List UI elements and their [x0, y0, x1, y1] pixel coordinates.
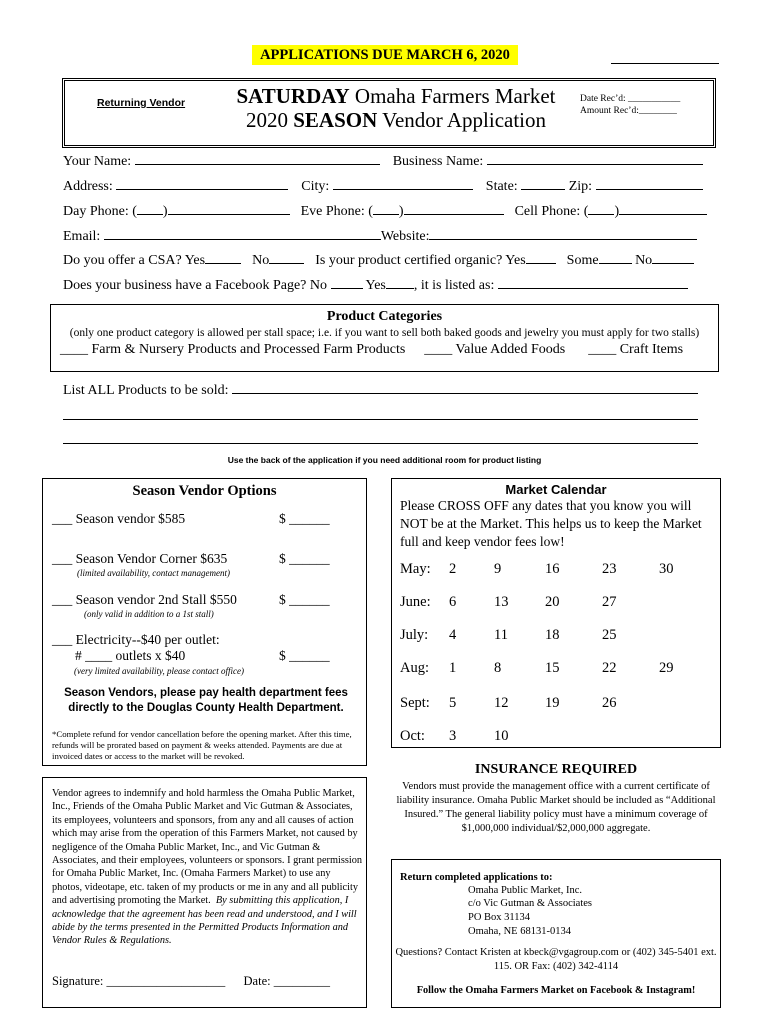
zip-label: Zip:: [568, 179, 593, 194]
category-farm-nursery[interactable]: ____ Farm & Nursery Products and Processed Farm Products: [60, 342, 406, 357]
agreement-acknowledgement: By submitting this application, I acknowledge that the agreement has been read and understood, and I will abide by the terms presented in the Permitted Products Information and Vendor Rules & Regulations.: [52, 895, 357, 947]
calendar-date[interactable]: 12: [494, 695, 509, 711]
health-department-note: Season Vendors, please pay health department fees directly to the Douglas County Health Department.: [64, 687, 348, 714]
zip-field[interactable]: [596, 176, 703, 190]
cell-phone-paren: ): [614, 204, 620, 219]
calendar-date[interactable]: 4: [449, 627, 457, 643]
contact-info: Questions? Contact Kristen at kbeck@vgagroup.com or (402) 345-5401 ext. 115. OR Fax: (402) 342-4114: [395, 947, 717, 972]
calendar-date[interactable]: 16: [545, 561, 560, 577]
calendar-date[interactable]: 19: [545, 695, 560, 711]
due-date-banner: APPLICATIONS DUE MARCH 6, 2020: [252, 45, 518, 65]
calendar-date[interactable]: 9: [494, 561, 502, 577]
facebook-no-field[interactable]: [331, 275, 363, 289]
product-categories-note: (only one product category is allowed per stall space; i.e. if you want to sell both baked goods and jewelry you must apply for two stalls): [69, 327, 700, 339]
electricity-note: (very limited availability, please contact office): [74, 666, 244, 676]
cell-phone-label: Cell Phone: (: [514, 204, 589, 219]
page-title-line2: [196, 108, 596, 133]
return-address-line1: Omaha Public Market, Inc.: [468, 885, 583, 896]
day-phone-area-field[interactable]: [137, 201, 163, 215]
page-title-line1: [196, 84, 596, 109]
returning-vendor-label: Returning Vendor: [97, 97, 186, 109]
option-season-vendor[interactable]: ___ Season vendor $585: [52, 511, 186, 526]
eve-phone-area-field[interactable]: [373, 201, 399, 215]
date-received-field[interactable]: Date Rec’d: ___________: [580, 94, 681, 104]
facebook-yes-label: Yes: [365, 278, 386, 293]
day-phone-label: Day Phone: (: [63, 204, 137, 219]
name-row: [63, 151, 703, 170]
eve-phone-label: Eve Phone: (: [300, 204, 373, 219]
corner-note: (limited availability, contact management): [77, 568, 230, 578]
facebook-question: Does your business have a Facebook Page? No: [63, 278, 327, 293]
facebook-yes-field[interactable]: [386, 275, 414, 289]
calendar-month-2: July:: [400, 627, 429, 643]
day-phone-field[interactable]: [168, 201, 290, 215]
email-row: [63, 226, 697, 245]
facebook-listed-label: , it is listed as:: [413, 278, 495, 293]
signature-date-field[interactable]: Date: _________: [243, 974, 330, 988]
business-name-label: Business Name:: [392, 154, 484, 169]
refund-note: *Complete refund for vendor cancellation before the opening market. After this time, refunds will be prorated based on payment & weeks attended. Payments are due at invoiced dates or access to the market will be revoked.: [52, 729, 352, 761]
address-field[interactable]: [116, 176, 288, 190]
calendar-date[interactable]: 27: [602, 594, 617, 610]
market-calendar-title: Market Calendar: [505, 482, 607, 497]
csa-question: Do you offer a CSA? Yes: [63, 253, 206, 268]
products-field[interactable]: [232, 380, 698, 394]
csa-no-field[interactable]: [269, 250, 304, 264]
signature-row: [52, 974, 330, 989]
calendar-date[interactable]: 29: [659, 660, 674, 676]
csa-no-label: No: [252, 253, 270, 268]
calendar-month-4: Sept:: [400, 695, 430, 711]
return-address-line3: PO Box 31134: [468, 912, 531, 923]
cell-phone-field[interactable]: [619, 201, 707, 215]
organic-question: Is your product certified organic? Yes: [315, 253, 526, 268]
address-row: [63, 176, 703, 195]
address-label: Address:: [63, 179, 113, 194]
state-label: State:: [485, 179, 518, 194]
calendar-date[interactable]: 13: [494, 594, 509, 610]
csa-row: [63, 250, 694, 269]
day-phone-paren: ): [162, 204, 168, 219]
calendar-date[interactable]: 5: [449, 695, 457, 711]
calendar-date[interactable]: 2: [449, 561, 457, 577]
facebook-row: [63, 275, 688, 294]
phone-row: [63, 201, 707, 220]
agreement-body: Vendor agrees to indemnify and hold harmless the Omaha Public Market, Inc., Friends of the Omaha Public Market and Vic Gutman & Associates, its employees, volunteers and sponsors, from any and all causes of action which may arise from the operation of this Farmers Market, not caused by negligence of the Omaha Public Market, Inc., and Vic Gutman & Associates, and their employees, volunteers or sponsors. I grant permission for Omaha Public Market, Inc. (Omaha Farmers Market) to use any photos, videotape, etc. taken of my products or me in any and all publicity and advertising promoting the Market.: [52, 788, 362, 907]
calendar-date[interactable]: 15: [545, 660, 560, 676]
product-categories-title: Product Categories: [326, 309, 443, 324]
calendar-date[interactable]: 1: [449, 660, 457, 676]
price-electricity[interactable]: $ ______: [279, 648, 330, 663]
title-application: Vendor Application: [377, 108, 547, 132]
calendar-date[interactable]: 8: [494, 660, 502, 676]
website-field[interactable]: [429, 226, 697, 240]
amount-received-field[interactable]: Amount Rec’d:________: [580, 106, 677, 116]
calendar-month-1: June:: [400, 594, 431, 610]
calendar-date[interactable]: 10: [494, 728, 509, 744]
title-year: 2020: [245, 108, 294, 132]
products-row: [63, 380, 698, 399]
city-field[interactable]: [333, 176, 473, 190]
your-name-label: Your Name:: [63, 154, 132, 169]
top-right-blank-line[interactable]: [611, 63, 719, 64]
organic-no-field[interactable]: [652, 250, 694, 264]
social-follow-note: Follow the Omaha Farmers Market on Facebook & Instagram!: [416, 985, 696, 996]
calendar-month-3: Aug:: [400, 660, 429, 676]
calendar-date[interactable]: 22: [602, 660, 617, 676]
calendar-date[interactable]: 20: [545, 594, 560, 610]
category-value-added[interactable]: ____ Value Added Foods: [424, 342, 566, 357]
insurance-title: INSURANCE REQUIRED: [474, 762, 638, 777]
organic-yes-field[interactable]: [526, 250, 556, 264]
eve-phone-field[interactable]: [404, 201, 504, 215]
products-line-2[interactable]: [63, 419, 698, 420]
business-name-field[interactable]: [487, 151, 703, 165]
title-market: Omaha Farmers Market: [349, 84, 556, 108]
your-name-field[interactable]: [135, 151, 380, 165]
return-title: Return completed applications to:: [400, 872, 553, 883]
organic-no-label: No: [635, 253, 653, 268]
calendar-date[interactable]: 18: [545, 627, 560, 643]
price-corner[interactable]: $ ______: [279, 551, 330, 566]
option-corner[interactable]: ___ Season Vendor Corner $635: [52, 551, 228, 566]
calendar-date[interactable]: 6: [449, 594, 457, 610]
website-label: Website:: [380, 229, 430, 244]
agreement-text: [52, 787, 363, 948]
category-craft[interactable]: ____ Craft Items: [588, 342, 684, 357]
cell-phone-area-field[interactable]: [588, 201, 614, 215]
email-label: Email:: [63, 229, 101, 244]
calendar-month-0: May:: [400, 561, 431, 577]
return-address-line4: Omaha, NE 68131-0134: [468, 926, 571, 937]
option-electricity[interactable]: ___ Electricity--$40 per outlet:: [52, 632, 220, 647]
calendar-date[interactable]: 26: [602, 695, 617, 711]
option-second-stall[interactable]: ___ Season vendor 2nd Stall $550: [52, 592, 237, 607]
second-stall-note: (only valid in addition to a 1st stall): [84, 609, 214, 619]
calendar-date[interactable]: 23: [602, 561, 617, 577]
additional-room-note: Use the back of the application if you need additional room for product listing: [227, 455, 542, 465]
market-calendar-intro: Please CROSS OFF any dates that you know you will NOT be at the Market. This helps us to keep the Market full and keep vendor fees low!: [400, 498, 702, 549]
price-second-stall[interactable]: $ ______: [279, 592, 330, 607]
return-address-line2: c/o Vic Gutman & Associates: [468, 898, 592, 909]
product-category-options: [60, 342, 683, 358]
facebook-page-field[interactable]: [498, 275, 688, 289]
products-line-3[interactable]: [63, 443, 698, 444]
products-label: List ALL Products to be sold:: [63, 383, 229, 398]
state-field[interactable]: [521, 176, 565, 190]
insurance-text: Vendors must provide the management office with a current certificate of liability insurance. Omaha Public Market should be included as “Additional Insured.” The general liability policy must have a minimum coverage of $1,000,000 individual/$2,000,000 aggregate.: [396, 781, 716, 834]
csa-yes-field[interactable]: [205, 250, 241, 264]
email-field[interactable]: [104, 226, 381, 240]
electricity-outlets[interactable]: # ____ outlets x $40: [75, 648, 186, 663]
calendar-date[interactable]: 25: [602, 627, 617, 643]
price-season-vendor[interactable]: $ ______: [279, 511, 330, 526]
title-season: SEASON: [293, 108, 378, 132]
calendar-date[interactable]: 3: [449, 728, 457, 744]
organic-some-field[interactable]: [599, 250, 632, 264]
eve-phone-paren: ): [398, 204, 404, 219]
title-day: SATURDAY: [236, 84, 350, 108]
city-label: City:: [301, 179, 330, 194]
season-options-title: Season Vendor Options: [132, 483, 277, 499]
calendar-date[interactable]: 11: [494, 627, 508, 643]
calendar-date[interactable]: 30: [659, 561, 674, 577]
organic-some-label: Some: [566, 253, 599, 268]
calendar-month-5: Oct:: [400, 728, 425, 744]
signature-field[interactable]: Signature: ___________________: [52, 974, 226, 988]
